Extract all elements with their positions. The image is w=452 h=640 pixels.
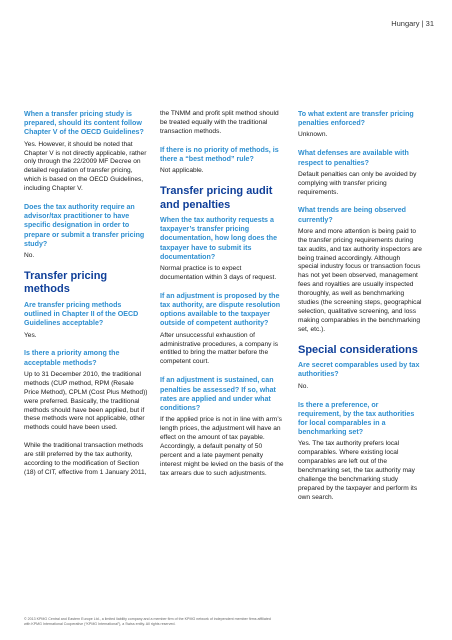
- question: When the tax authority requests a taxpayer’s transfer pricing documentation, how long does the taxpayer have to submit its documentation?: [160, 216, 278, 261]
- section-heading: Transfer pricing methods: [24, 269, 108, 296]
- answer: No.: [24, 252, 35, 260]
- answer: Default penalties can only be avoided by complying with transfer pricing requirements.: [298, 170, 417, 196]
- question: What trends are being observed currently?: [298, 206, 407, 224]
- answer: Yes.: [24, 331, 37, 339]
- answer: After unsuccessful exhaustion of administrative procedures, a company is entitled to bring the matter before the competent court.: [160, 331, 279, 366]
- answer: While the traditional transaction methods are still preferred by the tax authority, according to the modification of Section (18) of CIT, effective from 1 January 2011,: [24, 442, 147, 476]
- column-left: [24, 110, 148, 487]
- column-middle: [160, 110, 284, 487]
- question: What defenses are available with respect to penalties?: [298, 149, 409, 167]
- question: When a transfer pricing study is prepared, should its content follow Chapter V of the OECD Guidelines?: [24, 110, 144, 137]
- question: Does the tax authority require an advisor/tax practitioner to have specific designation in order to prepare or submit a transfer pricing study?: [24, 203, 145, 248]
- question: Is there a preference, or requirement, by the tax authorities for local comparables in a benchmarking set?: [298, 400, 415, 437]
- answer: More and more attention is being paid to the transfer pricing requirements during tax audits, and tax authority inspectors are being trained accordingly. Although special industry focus or transaction focus has not yet been observed, management fees and royalties are usually inspected thoroughly, as well as benchmarking studies (the screening steps, geographical selection, qualitative screening, and loss making comparables in the benchmarking set, etc.).: [298, 227, 422, 333]
- answer: No.: [298, 382, 309, 390]
- section-heading: Special considerations: [298, 343, 418, 356]
- answer: Normal practice is to expect documentation within 3 days of request.: [160, 265, 277, 281]
- question: Are transfer pricing methods outlined in Chapter II of the OECD Guidelines acceptable?: [24, 300, 139, 328]
- answer: Not applicable.: [160, 167, 204, 175]
- column-right: [298, 110, 422, 512]
- question: To what extent are transfer pricing penalties enforced?: [298, 110, 414, 128]
- copyright-footer: [24, 617, 434, 627]
- answer: the TNMM and profit split method should be treated equally with the traditional transaction methods.: [160, 110, 279, 135]
- answer: If the applied price is not in line with arm’s length prices, the adjustment will have an effect on the amount of tax payable. Accordingly, a default penalty of 50 percent and a late payment penalty interest might be levied on the basis of the tax arrears due to such adjustments.: [160, 416, 284, 477]
- question: If there is no priority of methods, is there a “best method” rule?: [160, 145, 279, 163]
- copyright-line-2: with KPMG International Cooperative (“KPMG International”), a Swiss entity. All rights reserved.: [24, 622, 176, 626]
- section-heading: Transfer pricing audit and penalties: [160, 185, 273, 211]
- answer: Up to 31 December 2010, the traditional methods (CUP method, RPM (Resale Price Method), CPLM (Cost Plus Method)) were preferred. Basically, the traditional methods should have been applied, but if these methods were not applicable, other methods could have been used.: [24, 370, 148, 432]
- answer: Yes. However, it should be noted that Chapter V is not directly applicable, rather only through the 22/2009 MF Decree on detailed regulation of transfer pricing, which is based on the OECD Guidelines, including Chapter V.: [24, 140, 147, 193]
- copyright-line-1: © 2013 KPMG Central and Eastern Europe Ltd., a limited liability company and a member firm of the KPMG network of independent member firms affiliated: [24, 617, 271, 621]
- question: If an adjustment is sustained, can penalties be assessed? If so, what rates are applied and under what conditions?: [160, 376, 276, 412]
- question: If an adjustment is proposed by the tax authority, are dispute resolution options available to the taxpayer outside of competent authority?: [160, 291, 281, 328]
- page-number-header: Hungary | 31: [391, 19, 434, 28]
- question: Is there a priority among the acceptable methods?: [24, 349, 120, 367]
- question: Are secret comparables used by tax authorities?: [298, 361, 420, 379]
- answer: Yes. The tax authority prefers local comparables. Where existing local comparables are left out of the benchmarking set, the tax authority may challenge the benchmarking study prepared by the taxpayer and perform its own search.: [298, 440, 418, 501]
- answer: Unknown.: [298, 131, 328, 139]
